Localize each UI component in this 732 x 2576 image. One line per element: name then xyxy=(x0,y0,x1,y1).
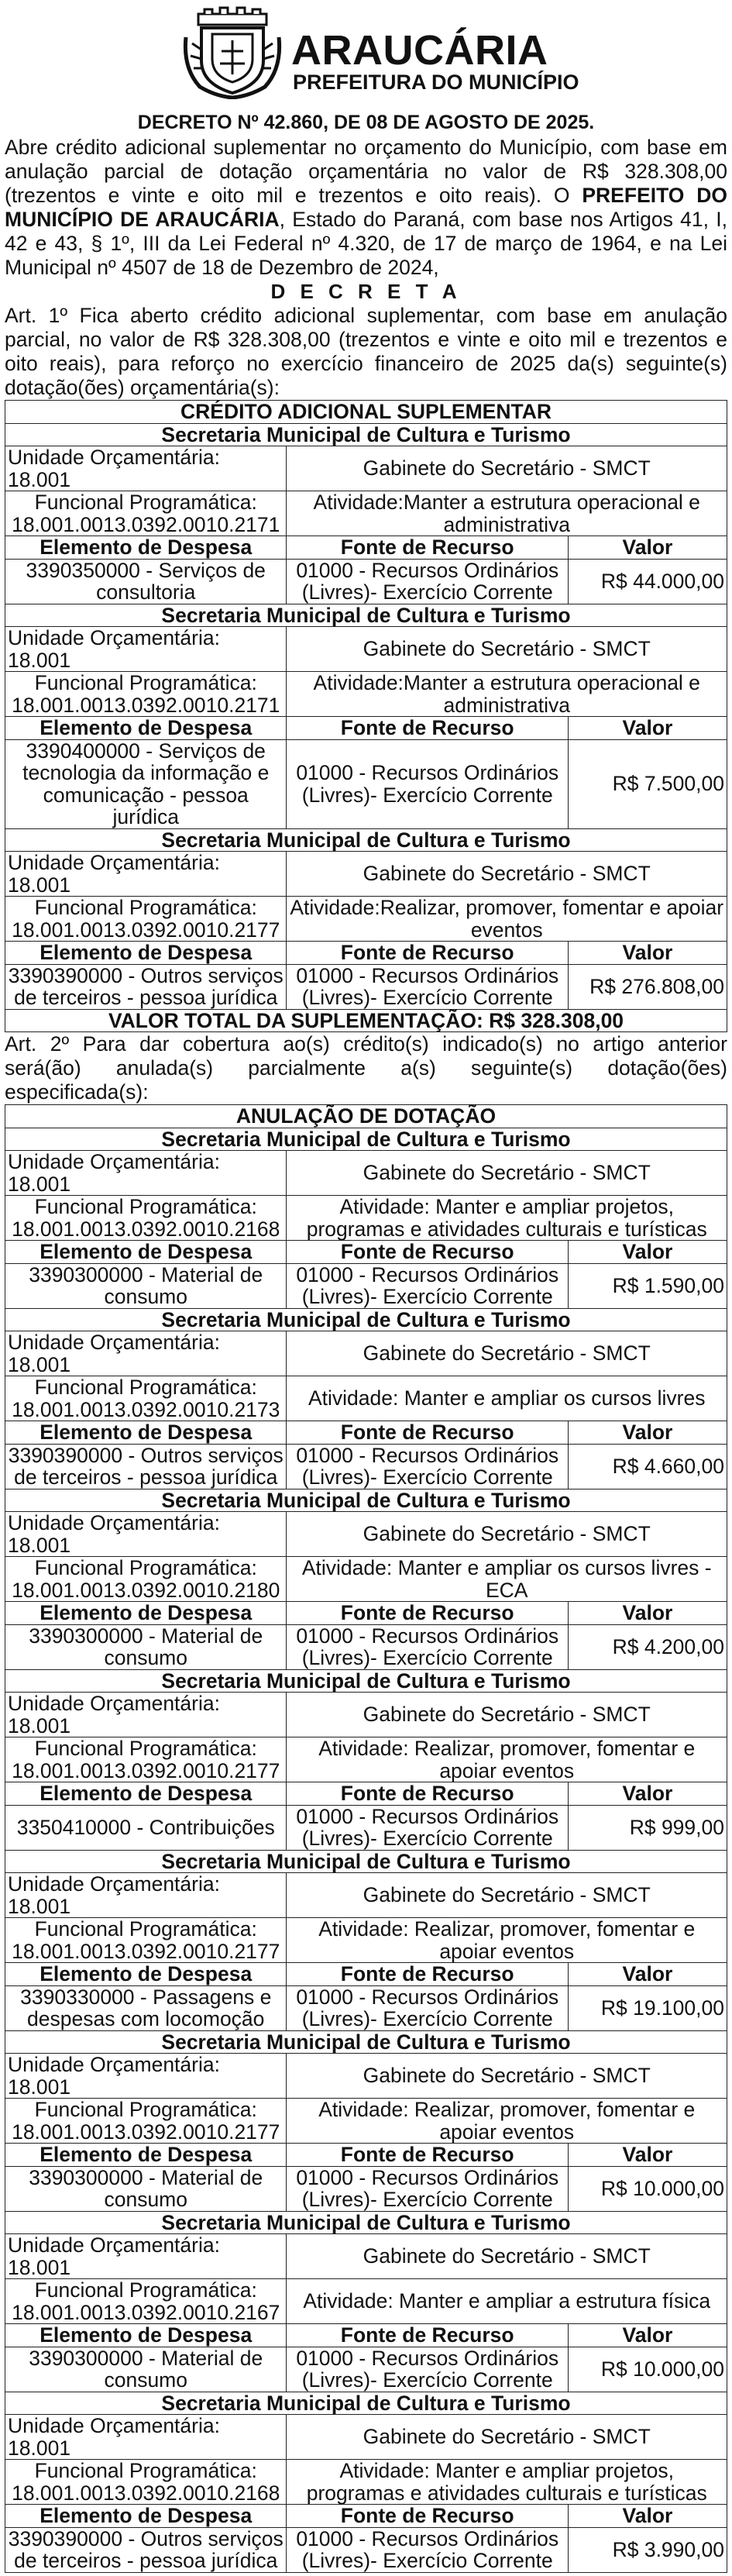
valor: R$ 44.000,00 xyxy=(568,559,727,604)
supplementary-credit-table xyxy=(5,400,727,1032)
unidade-orcamentaria: Unidade Orçamentária: 18.001 xyxy=(5,1512,287,1557)
funcional-code: 18.001.0013.0392.0010.2171 xyxy=(12,693,280,717)
funcional-label: Funcional Programática: xyxy=(34,491,257,514)
secretaria-row xyxy=(5,1128,727,1151)
funcional-label: Funcional Programática: xyxy=(34,2098,257,2121)
funcional-programatica xyxy=(5,1918,287,1963)
article-2: Art. 2º Para dar cobertura ao(s) crédito(s) indicado(s) no artigo anterior será(ão) anulada(s) parcialmente a(s) seguinte(s) dotação(ões) especificada(s): xyxy=(5,1032,727,1104)
valor: R$ 4.200,00 xyxy=(568,1624,727,1669)
gabinete-name: Gabinete do Secretário - SMCT xyxy=(287,852,727,897)
funcional-label: Funcional Programática: xyxy=(34,2278,257,2302)
atividade-description: Atividade: Manter e ampliar projetos, programas e atividades culturais e turísticas xyxy=(287,2460,727,2505)
atividade-description: Atividade: Manter e ampliar os cursos livres xyxy=(287,1376,727,1421)
valor: R$ 19.100,00 xyxy=(568,1985,727,2030)
fonte-header: Fonte de Recurso xyxy=(287,1241,568,1264)
table-row xyxy=(5,1805,727,1850)
elemento-despesa: 3390330000 - Passagens e despesas com locomoção xyxy=(5,1985,287,2030)
decree-legal-basis: , Estado do Paraná, com base nos Artigos 41, I, 42 e 43, § 1º, III da Lei Federal nº 4.320, de 17 de março de 1964, e na Lei Municipal nº 4507 de 18 de Dezembro de 2024, xyxy=(5,208,727,279)
funcional-programatica xyxy=(5,491,287,536)
secretaria-name: Secretaria Municipal de Cultura e Turismo xyxy=(5,828,727,852)
decree-title: DECRETO Nº 42.860, DE 08 DE AGOSTO DE 2025. xyxy=(137,112,595,133)
gabinete-name: Gabinete do Secretário - SMCT xyxy=(287,2234,727,2279)
valor: R$ 276.808,00 xyxy=(568,964,727,1009)
column-header-row xyxy=(5,2324,727,2347)
valor: R$ 3.990,00 xyxy=(568,2527,727,2572)
secretaria-name: Secretaria Municipal de Cultura e Turismo xyxy=(5,2392,727,2415)
fonte-header: Fonte de Recurso xyxy=(287,1421,568,1445)
fonte-header: Fonte de Recurso xyxy=(287,717,568,740)
atividade-description: Atividade: Realizar, promover, fomentar e apoiar eventos xyxy=(287,1737,727,1782)
valor-header: Valor xyxy=(568,717,727,740)
table-row xyxy=(5,739,727,828)
decree-ementa: Abre crédito adicional suplementar no orçamento do Município, com base em anulação parcial de dotação orçamentária no valor de R$ 328.308,00 (trezentos e vinte e oito mil e trezentos e oito reais). O xyxy=(5,136,727,207)
column-header-row xyxy=(5,717,727,740)
gabinete-name: Gabinete do Secretário - SMCT xyxy=(287,446,727,491)
elemento-header: Elemento de Despesa xyxy=(5,717,287,740)
column-header-row xyxy=(5,2144,727,2167)
brand-title: ARAUCÁRIA xyxy=(291,27,548,74)
funcional-programatica xyxy=(5,897,287,942)
elemento-header: Elemento de Despesa xyxy=(5,1963,287,1986)
elemento-header: Elemento de Despesa xyxy=(5,1602,287,1625)
table-row xyxy=(5,1985,727,2030)
fonte-header: Fonte de Recurso xyxy=(287,942,568,965)
secretaria-row xyxy=(5,1850,727,1873)
unidade-row xyxy=(5,446,727,491)
funcional-code: 18.001.0013.0392.0010.2177 xyxy=(12,2120,280,2144)
decreta-heading: D E C R E T A xyxy=(270,280,462,303)
valor: R$ 10.000,00 xyxy=(568,2166,727,2211)
secretaria-name: Secretaria Municipal de Cultura e Turismo xyxy=(5,1489,727,1512)
column-header-row xyxy=(5,942,727,965)
fonte-recurso: 01000 - Recursos Ordinários (Livres)- Exercício Corrente xyxy=(287,1805,568,1850)
elemento-despesa: 3390390000 - Outros serviços de terceiros - pessoa jurídica xyxy=(5,964,287,1009)
valor-header: Valor xyxy=(568,1241,727,1264)
column-header-row xyxy=(5,2505,727,2528)
table-row xyxy=(5,1624,727,1669)
total-row xyxy=(5,1009,727,1032)
atividade-description: Atividade: Manter e ampliar os cursos livres - ECA xyxy=(287,1557,727,1602)
atividade-description: Atividade: Realizar, promover, fomentar e apoiar eventos xyxy=(287,2099,727,2144)
funcional-code: 18.001.0013.0392.0010.2167 xyxy=(12,2300,280,2324)
table-row xyxy=(5,2166,727,2211)
fonte-recurso: 01000 - Recursos Ordinários (Livres)- Exercício Corrente xyxy=(287,964,568,1009)
funcional-row xyxy=(5,2279,727,2324)
gabinete-name: Gabinete do Secretário - SMCT xyxy=(287,1873,727,1918)
valor-header: Valor xyxy=(568,2324,727,2347)
secretaria-row xyxy=(5,1489,727,1512)
valor: R$ 1.590,00 xyxy=(568,1263,727,1308)
atividade-description: Atividade: Realizar, promover, fomentar e apoiar eventos xyxy=(287,1918,727,1963)
valor: R$ 10.000,00 xyxy=(568,2347,727,2392)
table-title-row xyxy=(5,1105,727,1128)
elemento-despesa: 3350410000 - Contribuições xyxy=(5,1805,287,1850)
gabinete-name: Gabinete do Secretário - SMCT xyxy=(287,1512,727,1557)
fonte-recurso: 01000 - Recursos Ordinários (Livres)- Exercício Corrente xyxy=(287,1624,568,1669)
funcional-label: Funcional Programática: xyxy=(34,1195,257,1218)
unidade-row xyxy=(5,2415,727,2460)
annulment-table xyxy=(5,1104,727,2573)
secretaria-row xyxy=(5,1308,727,1331)
fonte-header: Fonte de Recurso xyxy=(287,2505,568,2528)
elemento-despesa: 3390390000 - Outros serviços de terceiros - pessoa jurídica xyxy=(5,2527,287,2572)
elemento-header: Elemento de Despesa xyxy=(5,1241,287,1264)
secretaria-row xyxy=(5,423,727,446)
valor-header: Valor xyxy=(568,536,727,560)
atividade-description: Atividade:Manter a estrutura operacional e administrativa xyxy=(287,491,727,536)
funcional-programatica xyxy=(5,1737,287,1782)
elemento-despesa: 3390300000 - Material de consumo xyxy=(5,2347,287,2392)
funcional-row xyxy=(5,491,727,536)
fonte-header: Fonte de Recurso xyxy=(287,2144,568,2167)
valor-header: Valor xyxy=(568,2144,727,2167)
valor-header: Valor xyxy=(568,1421,727,1445)
unidade-row xyxy=(5,1331,727,1376)
valor-header: Valor xyxy=(568,1782,727,1806)
unidade-row xyxy=(5,852,727,897)
unidade-row xyxy=(5,1873,727,1918)
column-header-row xyxy=(5,1421,727,1445)
table-title-row xyxy=(5,401,727,424)
funcional-row xyxy=(5,1376,727,1421)
atividade-description: Atividade:Realizar, promover, fomentar e apoiar eventos xyxy=(287,897,727,942)
unidade-orcamentaria: Unidade Orçamentária: 18.001 xyxy=(5,1331,287,1376)
elemento-header: Elemento de Despesa xyxy=(5,2505,287,2528)
fonte-header: Fonte de Recurso xyxy=(287,2324,568,2347)
valor: R$ 999,00 xyxy=(568,1805,727,1850)
funcional-label: Funcional Programática: xyxy=(34,1556,257,1579)
valor-header: Valor xyxy=(568,1602,727,1625)
funcional-programatica xyxy=(5,1196,287,1241)
funcional-label: Funcional Programática: xyxy=(34,1376,257,1399)
unidade-orcamentaria: Unidade Orçamentária: 18.001 xyxy=(5,1693,287,1737)
unidade-orcamentaria: Unidade Orçamentária: 18.001 xyxy=(5,2234,287,2279)
unidade-row xyxy=(5,2234,727,2279)
secretaria-name: Secretaria Municipal de Cultura e Turismo xyxy=(5,423,727,446)
unidade-orcamentaria: Unidade Orçamentária: 18.001 xyxy=(5,2054,287,2099)
secretaria-name: Secretaria Municipal de Cultura e Turismo xyxy=(5,1850,727,1873)
valor: R$ 4.660,00 xyxy=(568,1444,727,1489)
secretaria-name: Secretaria Municipal de Cultura e Turismo xyxy=(5,1128,727,1151)
funcional-row xyxy=(5,1196,727,1241)
elemento-header: Elemento de Despesa xyxy=(5,1782,287,1806)
funcional-row xyxy=(5,1737,727,1782)
funcional-programatica xyxy=(5,2279,287,2324)
funcional-row xyxy=(5,2460,727,2505)
gabinete-name: Gabinete do Secretário - SMCT xyxy=(287,1693,727,1737)
secretaria-row xyxy=(5,2211,727,2234)
gabinete-name: Gabinete do Secretário - SMCT xyxy=(287,2054,727,2099)
funcional-code: 18.001.0013.0392.0010.2171 xyxy=(12,512,280,536)
elemento-despesa: 3390300000 - Material de consumo xyxy=(5,2166,287,2211)
funcional-code: 18.001.0013.0392.0010.2177 xyxy=(12,1758,280,1782)
fonte-header: Fonte de Recurso xyxy=(287,1602,568,1625)
column-header-row xyxy=(5,536,727,560)
unidade-orcamentaria: Unidade Orçamentária: 18.001 xyxy=(5,852,287,897)
fonte-recurso: 01000 - Recursos Ordinários (Livres)- Exercício Corrente xyxy=(287,1985,568,2030)
fonte-header: Fonte de Recurso xyxy=(287,1782,568,1806)
funcional-label: Funcional Programática: xyxy=(34,2459,257,2482)
secretaria-row xyxy=(5,604,727,627)
supplementary-title: CRÉDITO ADICIONAL SUPLEMENTAR xyxy=(5,401,727,424)
elemento-despesa: 3390300000 - Material de consumo xyxy=(5,1624,287,1669)
table-row xyxy=(5,1263,727,1308)
secretaria-row xyxy=(5,2030,727,2054)
funcional-row xyxy=(5,1557,727,1602)
elemento-despesa: 3390350000 - Serviços de consultoria xyxy=(5,559,287,604)
annulment-title: ANULAÇÃO DE DOTAÇÃO xyxy=(5,1105,727,1128)
funcional-code: 18.001.0013.0392.0010.2168 xyxy=(12,2481,280,2505)
brand-subtitle: PREFEITURA DO MUNICÍPIO xyxy=(293,71,579,94)
unidade-orcamentaria: Unidade Orçamentária: 18.001 xyxy=(5,1873,287,1918)
valor-header: Valor xyxy=(568,2505,727,2528)
unidade-orcamentaria: Unidade Orçamentária: 18.001 xyxy=(5,2415,287,2460)
column-header-row xyxy=(5,1602,727,1625)
unidade-row xyxy=(5,1512,727,1557)
funcional-code: 18.001.0013.0392.0010.2177 xyxy=(12,1939,280,1963)
fonte-recurso: 01000 - Recursos Ordinários (Livres)- Exercício Corrente xyxy=(287,559,568,604)
secretaria-name: Secretaria Municipal de Cultura e Turismo xyxy=(5,604,727,627)
decree-preamble xyxy=(5,136,727,280)
column-header-row xyxy=(5,1782,727,1806)
fonte-recurso: 01000 - Recursos Ordinários (Livres)- Exercício Corrente xyxy=(287,1444,568,1489)
table-row xyxy=(5,2527,727,2572)
funcional-programatica xyxy=(5,2099,287,2144)
atividade-description: Atividade:Manter a estrutura operacional e administrativa xyxy=(287,672,727,717)
fonte-header: Fonte de Recurso xyxy=(287,1963,568,1986)
fonte-header: Fonte de Recurso xyxy=(287,536,568,560)
funcional-code: 18.001.0013.0392.0010.2173 xyxy=(12,1397,280,1421)
funcional-row xyxy=(5,1918,727,1963)
secretaria-row xyxy=(5,1669,727,1693)
secretaria-name: Secretaria Municipal de Cultura e Turismo xyxy=(5,1669,727,1693)
mayor-title: PREFEITO DO MUNICÍPIO DE ARAUCÁRIA xyxy=(5,184,727,231)
funcional-programatica xyxy=(5,1557,287,1602)
funcional-row xyxy=(5,2099,727,2144)
column-header-row xyxy=(5,1963,727,1986)
funcional-programatica xyxy=(5,1376,287,1421)
funcional-code: 18.001.0013.0392.0010.2168 xyxy=(12,1217,280,1241)
elemento-header: Elemento de Despesa xyxy=(5,536,287,560)
unidade-row xyxy=(5,627,727,672)
secretaria-name: Secretaria Municipal de Cultura e Turismo xyxy=(5,2030,727,2054)
table-row xyxy=(5,2347,727,2392)
fonte-recurso: 01000 - Recursos Ordinários (Livres)- Exercício Corrente xyxy=(287,2347,568,2392)
table-row xyxy=(5,1444,727,1489)
funcional-code: 18.001.0013.0392.0010.2177 xyxy=(12,918,280,942)
funcional-label: Funcional Programática: xyxy=(34,896,257,919)
table-row xyxy=(5,559,727,604)
secretaria-row xyxy=(5,828,727,852)
gabinete-name: Gabinete do Secretário - SMCT xyxy=(287,627,727,672)
elemento-header: Elemento de Despesa xyxy=(5,2144,287,2167)
funcional-label: Funcional Programática: xyxy=(34,671,257,694)
funcional-code: 18.001.0013.0392.0010.2180 xyxy=(12,1578,280,1602)
unidade-orcamentaria: Unidade Orçamentária: 18.001 xyxy=(5,627,287,672)
elemento-header: Elemento de Despesa xyxy=(5,2324,287,2347)
unidade-row xyxy=(5,1693,727,1737)
municipal-crest-icon xyxy=(181,6,284,99)
secretaria-row xyxy=(5,2392,727,2415)
elemento-despesa: 3390300000 - Material de consumo xyxy=(5,1263,287,1308)
fonte-recurso: 01000 - Recursos Ordinários (Livres)- Exercício Corrente xyxy=(287,2166,568,2211)
header xyxy=(5,0,727,108)
funcional-label: Funcional Programática: xyxy=(34,1737,257,1760)
funcional-programatica xyxy=(5,2460,287,2505)
elemento-header: Elemento de Despesa xyxy=(5,942,287,965)
funcional-row xyxy=(5,897,727,942)
column-header-row xyxy=(5,1241,727,1264)
secretaria-name: Secretaria Municipal de Cultura e Turismo xyxy=(5,2211,727,2234)
elemento-header: Elemento de Despesa xyxy=(5,1421,287,1445)
fonte-recurso: 01000 - Recursos Ordinários (Livres)- Exercício Corrente xyxy=(287,739,568,828)
gabinete-name: Gabinete do Secretário - SMCT xyxy=(287,2415,727,2460)
elemento-despesa: 3390400000 - Serviços de tecnologia da informação e comunicação - pessoa jurídica xyxy=(5,739,287,828)
secretaria-name: Secretaria Municipal de Cultura e Turismo xyxy=(5,1308,727,1331)
unidade-row xyxy=(5,1151,727,1196)
fonte-recurso: 01000 - Recursos Ordinários (Livres)- Exercício Corrente xyxy=(287,1263,568,1308)
article-1: Art. 1º Fica aberto crédito adicional suplementar, com base em anulação parcial, no valor de R$ 328.308,00 (trezentos e vinte e oito mil e trezentos e oito reais), para reforço no exercício financeiro de 2025 da(s) seguinte(s) dotação(ões) orçamentária(s): xyxy=(5,304,727,399)
elemento-despesa: 3390390000 - Outros serviços de terceiros - pessoa jurídica xyxy=(5,1444,287,1489)
valor: R$ 7.500,00 xyxy=(568,739,727,828)
supplementary-total: VALOR TOTAL DA SUPLEMENTAÇÃO: R$ 328.308,00 xyxy=(5,1009,727,1032)
atividade-description: Atividade: Manter e ampliar a estrutura física xyxy=(287,2279,727,2324)
funcional-label: Funcional Programática: xyxy=(34,1917,257,1941)
gabinete-name: Gabinete do Secretário - SMCT xyxy=(287,1331,727,1376)
funcional-programatica xyxy=(5,672,287,717)
atividade-description: Atividade: Manter e ampliar projetos, programas e atividades culturais e turísticas xyxy=(287,1196,727,1241)
valor-header: Valor xyxy=(568,1963,727,1986)
fonte-recurso: 01000 - Recursos Ordinários (Livres)- Exercício Corrente xyxy=(287,2527,568,2572)
unidade-row xyxy=(5,2054,727,2099)
gabinete-name: Gabinete do Secretário - SMCT xyxy=(287,1151,727,1196)
funcional-row xyxy=(5,672,727,717)
valor-header: Valor xyxy=(568,942,727,965)
table-row xyxy=(5,964,727,1009)
unidade-orcamentaria: Unidade Orçamentária: 18.001 xyxy=(5,1151,287,1196)
unidade-orcamentaria: Unidade Orçamentária: 18.001 xyxy=(5,446,287,491)
